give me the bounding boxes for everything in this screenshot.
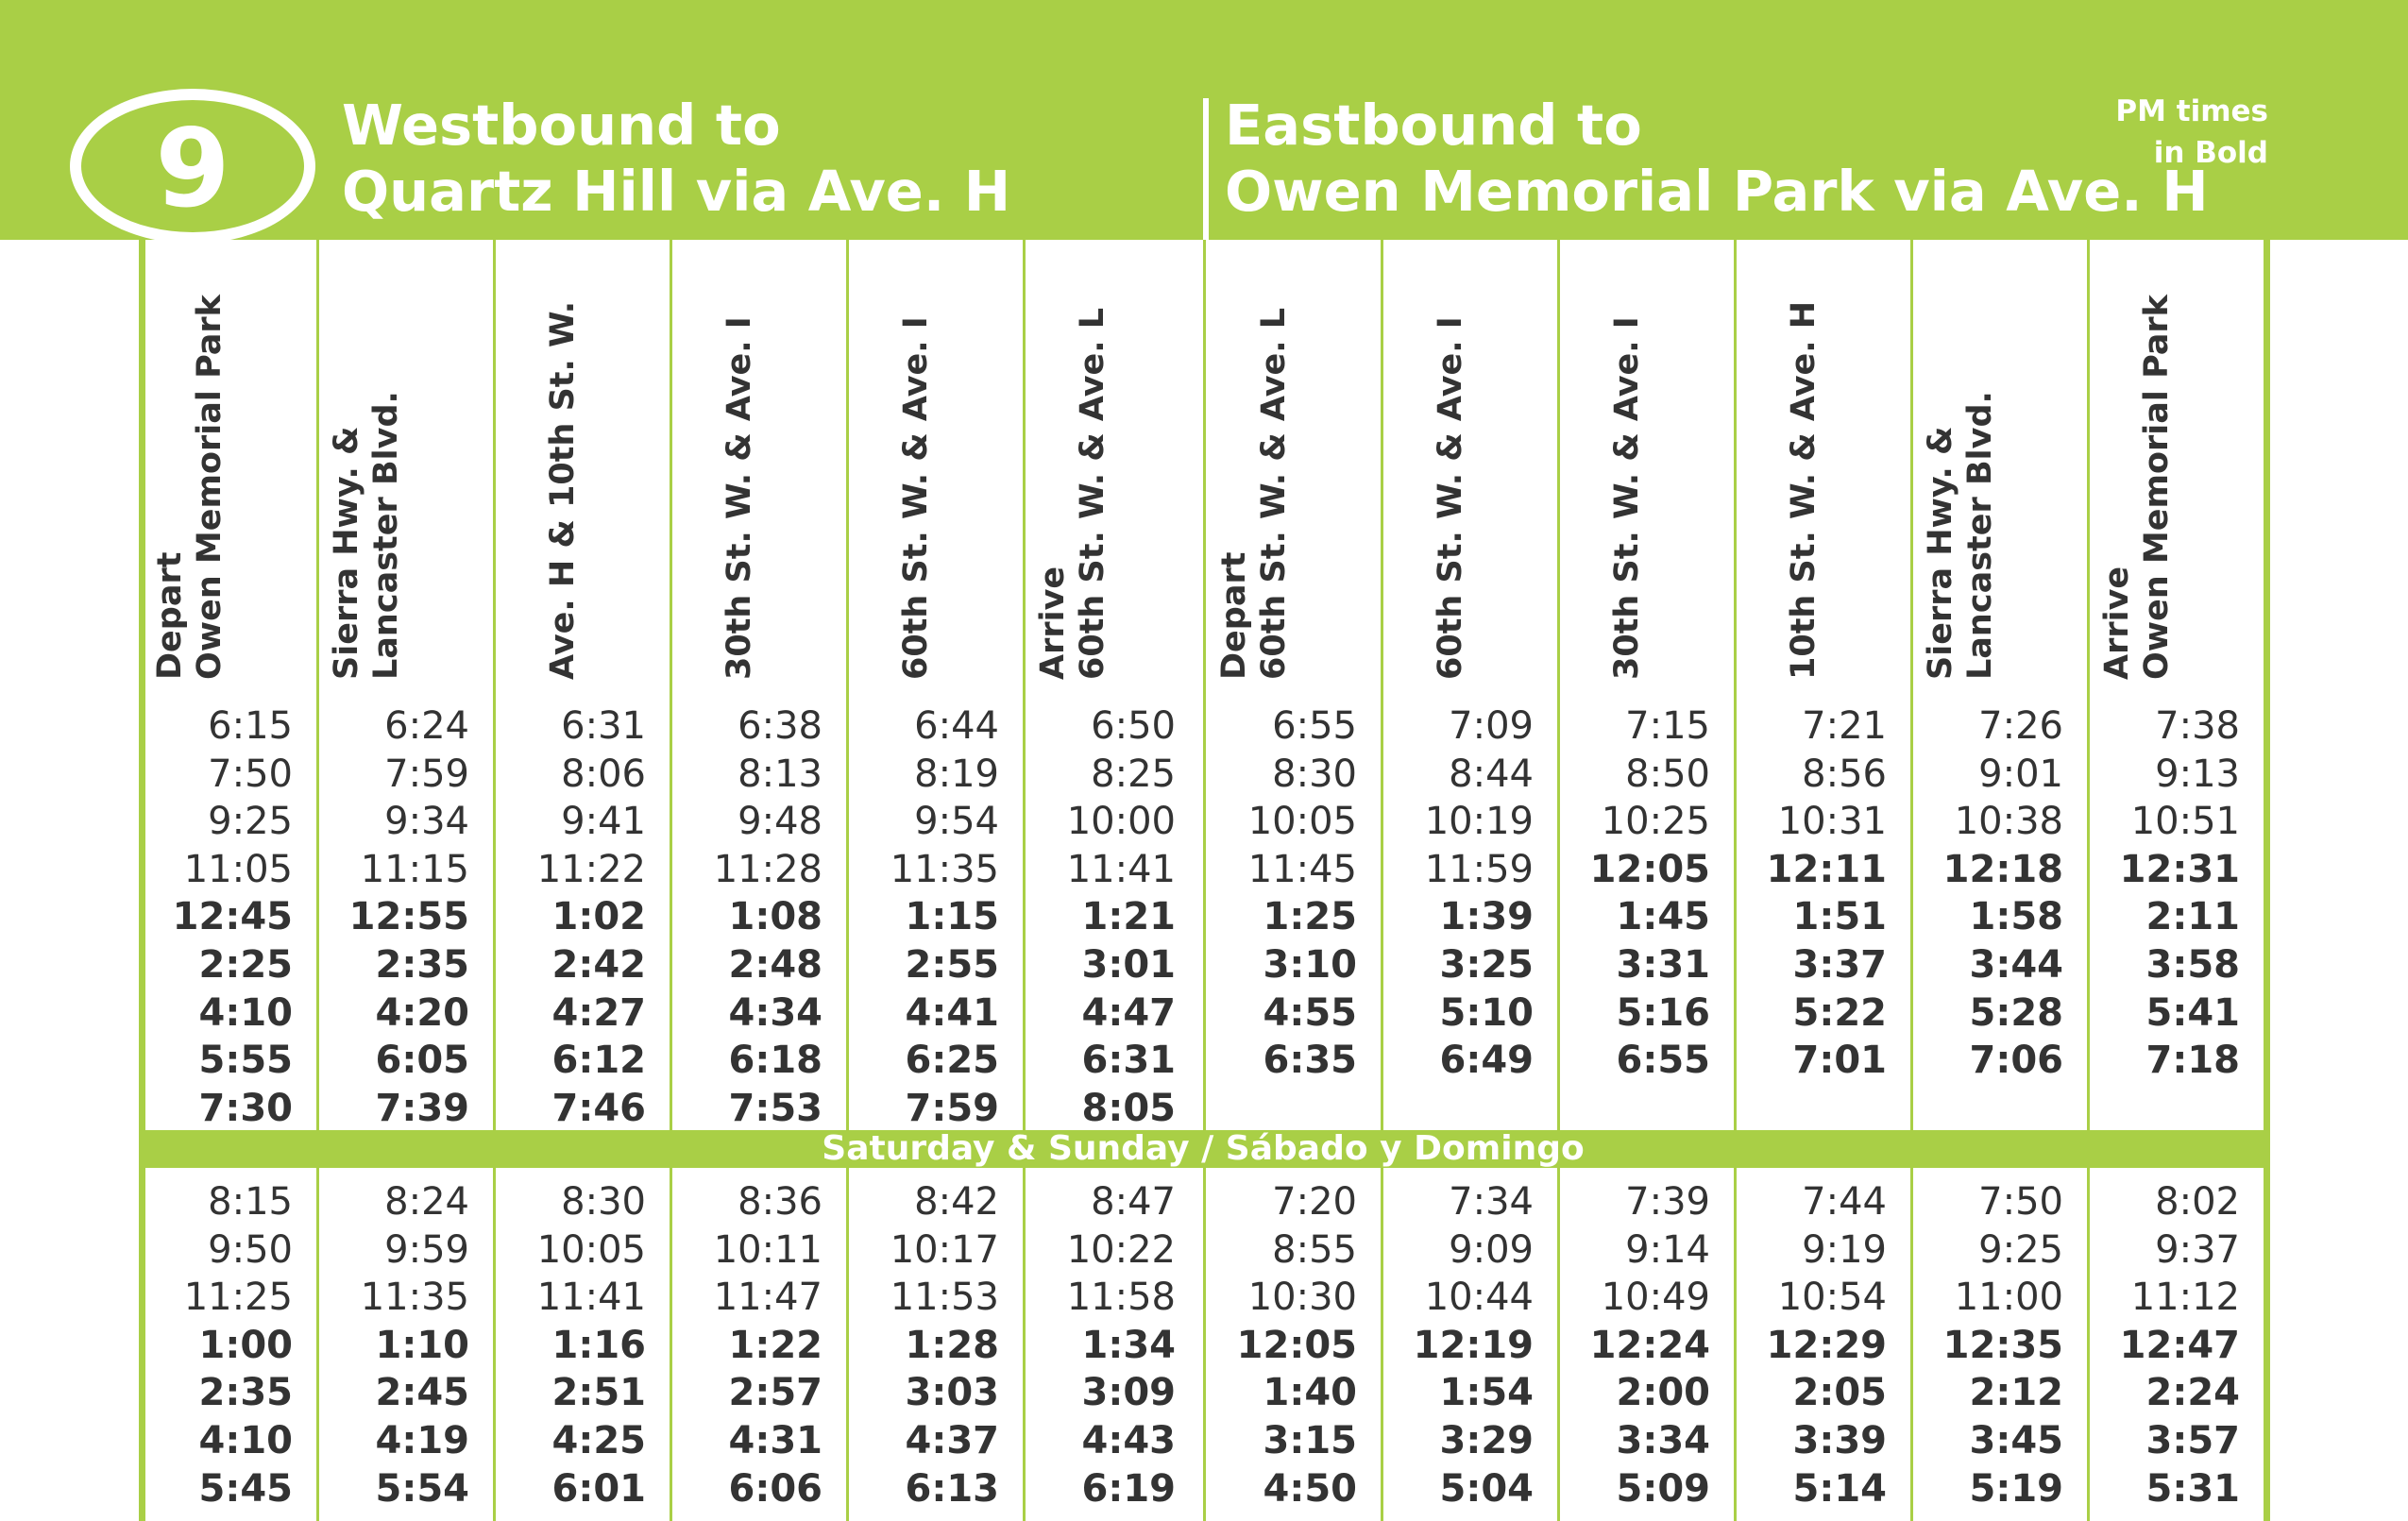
time-cell: 5:09: [1616, 1466, 1710, 1511]
time-cell: 5:41: [2145, 990, 2240, 1035]
time-cell: 2:12: [1969, 1371, 2063, 1415]
time-cell: 9:59: [384, 1227, 469, 1272]
time-cell: 7:53: [728, 1086, 822, 1130]
stop-name-line: Depart: [151, 551, 189, 680]
time-cell: 9:54: [914, 800, 999, 844]
time-cell: 11:12: [2130, 1276, 2240, 1320]
time-cell: 1:28: [905, 1323, 999, 1367]
time-cell: 10:00: [1066, 800, 1176, 844]
time-cell: 2:35: [375, 943, 469, 987]
time-cell: 10:38: [1954, 800, 2063, 844]
stop-name-line: Depart: [1215, 551, 1253, 680]
time-cell: 1:22: [728, 1323, 822, 1367]
stop-name-line: 60th St. W. & Ave. I: [897, 316, 935, 680]
stop-name-line: Lancaster Blvd.: [1961, 391, 1999, 680]
time-cell: 10:25: [1601, 800, 1710, 844]
time-cell: 2:11: [2145, 895, 2240, 939]
time-cell: 6:18: [728, 1039, 822, 1083]
time-cell: 11:45: [1247, 847, 1357, 891]
time-cell: 6:25: [905, 1039, 999, 1083]
time-cell: 7:38: [2155, 704, 2240, 748]
time-cell: 9:34: [384, 800, 469, 844]
stop-name-line: Owen Memorial Park: [2138, 295, 2176, 680]
stop-name-line: Arrive: [1034, 566, 1072, 680]
time-cell: 8:24: [384, 1180, 469, 1224]
time-cell: 7:44: [1802, 1180, 1887, 1224]
time-cell: 2:51: [551, 1371, 646, 1415]
stop-name-line: 60th St. W. & Ave. L: [1074, 307, 1111, 680]
pm-times-note: [2115, 91, 2268, 174]
stop-name-line: 60th St. W. & Ave. I: [1432, 316, 1469, 680]
time-cell: 9:41: [561, 800, 646, 844]
time-cell: 3:15: [1263, 1419, 1357, 1462]
time-cell: 2:24: [2145, 1371, 2240, 1415]
time-cell: 6:44: [914, 704, 999, 748]
time-cell: 1:45: [1616, 895, 1710, 939]
time-cell: 6:35: [1263, 1039, 1357, 1083]
time-cell: 2:45: [375, 1371, 469, 1415]
header-divider: [1203, 98, 1209, 240]
time-cell: 3:01: [1081, 943, 1176, 987]
time-cell: 5:31: [2145, 1466, 2240, 1511]
weekend-divider: [139, 1130, 2267, 1168]
time-cell: 11:41: [536, 1276, 646, 1320]
time-cell: 9:09: [1449, 1227, 1534, 1272]
time-cell: 11:58: [1066, 1276, 1176, 1320]
time-cell: 11:47: [713, 1276, 822, 1320]
time-cell: 12:11: [1766, 847, 1887, 891]
stop-name-line: Owen Memorial Park: [191, 295, 229, 680]
stop-header: [1736, 283, 1912, 680]
time-cell: 1:00: [198, 1323, 293, 1367]
time-cell: 10:31: [1777, 800, 1887, 844]
time-cell: 7:39: [375, 1086, 469, 1130]
westbound-title: [342, 93, 1010, 225]
route-number: 9: [155, 106, 230, 231]
time-cell: 9:25: [1978, 1227, 2063, 1272]
time-cell: 2:57: [728, 1371, 822, 1415]
time-cell: 4:27: [551, 990, 646, 1035]
stop-name-line: Arrive: [2098, 566, 2136, 680]
time-cell: 11:15: [360, 847, 469, 891]
stop-name-line: 30th St. W. & Ave. I: [721, 316, 758, 680]
time-cell: 7:26: [1978, 704, 2063, 748]
time-cell: 5:04: [1439, 1466, 1534, 1511]
time-cell: 10:05: [1247, 800, 1357, 844]
time-cell: 7:50: [208, 752, 293, 796]
time-cell: 3:10: [1263, 943, 1357, 987]
time-cell: 12:24: [1589, 1323, 1710, 1367]
stop-header: [142, 283, 318, 680]
time-cell: 1:39: [1439, 895, 1534, 939]
time-cell: 1:34: [1081, 1323, 1176, 1367]
time-cell: 12:05: [1236, 1323, 1357, 1367]
time-cell: 7:34: [1449, 1180, 1534, 1224]
time-cell: 8:19: [914, 752, 999, 796]
stop-header: [1559, 283, 1736, 680]
time-cell: 7:59: [905, 1086, 999, 1130]
time-cell: 12:47: [2119, 1323, 2240, 1367]
time-cell: 8:44: [1449, 752, 1534, 796]
time-cell: 8:30: [561, 1180, 646, 1224]
time-cell: 11:35: [890, 847, 999, 891]
stop-header: [671, 283, 848, 680]
eastbound-title-line-1: Eastbound to: [1225, 93, 1642, 158]
eastbound-title-line-2: Owen Memorial Park via Ave. H: [1225, 159, 2209, 224]
time-cell: 7:06: [1969, 1039, 2063, 1083]
stop-header: [1382, 283, 1559, 680]
time-cell: 9:13: [2155, 752, 2240, 796]
time-cell: 7:50: [1978, 1180, 2063, 1224]
time-cell: 6:55: [1616, 1039, 1710, 1083]
pm-note-line-1: PM times: [2115, 94, 2268, 128]
time-cell: 8:30: [1272, 752, 1357, 796]
time-cell: 1:58: [1969, 895, 2063, 939]
time-cell: 7:09: [1449, 704, 1534, 748]
time-cell: 4:47: [1081, 990, 1176, 1035]
time-cell: 3:39: [1792, 1419, 1887, 1462]
time-cell: 6:12: [551, 1039, 646, 1083]
time-cell: 6:31: [561, 704, 646, 748]
time-cell: 9:14: [1625, 1227, 1710, 1272]
time-cell: 1:40: [1263, 1371, 1357, 1415]
time-cell: 8:06: [561, 752, 646, 796]
time-cell: 10:22: [1066, 1227, 1176, 1272]
time-cell: 8:56: [1802, 752, 1887, 796]
stop-header: [1912, 283, 2089, 680]
stop-name-line: Ave. H & 10th St. W.: [544, 300, 582, 680]
time-cell: 11:35: [360, 1276, 469, 1320]
time-cell: 4:19: [375, 1419, 469, 1462]
time-cell: 1:15: [905, 895, 999, 939]
stop-header: [1025, 283, 1201, 680]
time-cell: 11:05: [183, 847, 293, 891]
time-cell: 6:38: [738, 704, 822, 748]
time-cell: 12:45: [172, 895, 293, 939]
time-cell: 10:05: [536, 1227, 646, 1272]
time-cell: 3:58: [2145, 943, 2240, 987]
time-cell: 7:01: [1792, 1039, 1887, 1083]
time-cell: 12:19: [1413, 1323, 1534, 1367]
time-cell: 7:15: [1625, 704, 1710, 748]
stop-header: [318, 283, 495, 680]
time-cell: 8:13: [738, 752, 822, 796]
time-cell: 3:25: [1439, 943, 1534, 987]
time-cell: 2:05: [1792, 1371, 1887, 1415]
time-cell: 4:31: [728, 1419, 822, 1462]
time-cell: 6:06: [728, 1466, 822, 1511]
time-cell: 8:15: [208, 1180, 293, 1224]
time-cell: 9:48: [738, 800, 822, 844]
westbound-title-line-2: Quartz Hill via Ave. H: [342, 159, 1011, 224]
stop-name-line: Lancaster Blvd.: [367, 391, 405, 680]
time-cell: 7:20: [1272, 1180, 1357, 1224]
time-cell: 12:29: [1766, 1323, 1887, 1367]
time-cell: 10:51: [2130, 800, 2240, 844]
time-cell: 11:25: [183, 1276, 293, 1320]
time-cell: 9:01: [1978, 752, 2063, 796]
time-cell: 7:21: [1802, 704, 1887, 748]
time-cell: 4:25: [551, 1419, 646, 1462]
time-cell: 8:05: [1081, 1086, 1176, 1130]
time-cell: 7:46: [551, 1086, 646, 1130]
time-cell: 10:19: [1424, 800, 1534, 844]
stop-header: [495, 283, 671, 680]
stop-name-line: Sierra Hwy. &: [1922, 426, 1959, 680]
time-cell: 5:10: [1439, 990, 1534, 1035]
stop-name-line: Sierra Hwy. &: [328, 426, 365, 680]
time-cell: 11:22: [536, 847, 646, 891]
time-cell: 11:00: [1954, 1276, 2063, 1320]
time-cell: 5:16: [1616, 990, 1710, 1035]
time-cell: 7:59: [384, 752, 469, 796]
time-cell: 4:34: [728, 990, 822, 1035]
time-cell: 3:45: [1969, 1419, 2063, 1462]
stop-name-line: 60th St. W. & Ave. L: [1255, 307, 1293, 680]
time-cell: 10:44: [1424, 1276, 1534, 1320]
time-cell: 8:02: [2155, 1180, 2240, 1224]
time-cell: 3:09: [1081, 1371, 1176, 1415]
time-cell: 6:13: [905, 1466, 999, 1511]
time-cell: 5:45: [198, 1466, 293, 1511]
time-cell: 9:37: [2155, 1227, 2240, 1272]
time-cell: 2:25: [198, 943, 293, 987]
time-cell: 7:18: [2145, 1039, 2240, 1083]
time-cell: 12:31: [2119, 847, 2240, 891]
time-cell: 9:50: [208, 1227, 293, 1272]
time-cell: 1:25: [1263, 895, 1357, 939]
time-cell: 8:25: [1091, 752, 1176, 796]
time-cell: 6:19: [1081, 1466, 1176, 1511]
time-cell: 7:39: [1625, 1180, 1710, 1224]
time-cell: 3:44: [1969, 943, 2063, 987]
time-cell: 11:59: [1424, 847, 1534, 891]
time-cell: 4:50: [1263, 1466, 1357, 1511]
time-cell: 8:50: [1625, 752, 1710, 796]
time-cell: 4:43: [1081, 1419, 1176, 1462]
time-cell: 2:00: [1616, 1371, 1710, 1415]
stop-name-line: 10th St. W. & Ave. H: [1785, 300, 1823, 680]
time-cell: 12:55: [348, 895, 469, 939]
time-cell: 1:51: [1792, 895, 1887, 939]
time-cell: 8:55: [1272, 1227, 1357, 1272]
time-cell: 11:41: [1066, 847, 1176, 891]
time-cell: 1:21: [1081, 895, 1176, 939]
time-cell: 4:10: [198, 990, 293, 1035]
time-cell: 1:08: [728, 895, 822, 939]
time-cell: 6:31: [1081, 1039, 1176, 1083]
pm-note-line-2: in Bold: [2153, 136, 2268, 170]
stop-header: [848, 283, 1025, 680]
time-cell: 3:03: [905, 1371, 999, 1415]
time-cell: 8:36: [738, 1180, 822, 1224]
time-cell: 6:49: [1439, 1039, 1534, 1083]
time-cell: 12:18: [1942, 847, 2063, 891]
time-cell: 5:22: [1792, 990, 1887, 1035]
time-cell: 12:35: [1942, 1323, 2063, 1367]
time-cell: 10:11: [713, 1227, 822, 1272]
time-cell: 11:53: [890, 1276, 999, 1320]
time-cell: 1:16: [551, 1323, 646, 1367]
time-cell: 3:29: [1439, 1419, 1534, 1462]
stop-name-line: 30th St. W. & Ave. I: [1608, 316, 1646, 680]
time-cell: 1:02: [551, 895, 646, 939]
time-cell: 5:28: [1969, 990, 2063, 1035]
time-cell: 6:15: [208, 704, 293, 748]
time-cell: 4:20: [375, 990, 469, 1035]
time-cell: 2:35: [198, 1371, 293, 1415]
time-cell: 3:31: [1616, 943, 1710, 987]
time-cell: 2:48: [728, 943, 822, 987]
stop-header: [1206, 283, 1382, 680]
time-cell: 7:30: [198, 1086, 293, 1130]
time-cell: 6:50: [1091, 704, 1176, 748]
time-cell: 8:47: [1091, 1180, 1176, 1224]
time-cell: 10:30: [1247, 1276, 1357, 1320]
route-badge: [70, 89, 315, 244]
time-cell: 9:19: [1802, 1227, 1887, 1272]
westbound-title-line-1: Westbound to: [342, 93, 781, 158]
time-cell: 5:19: [1969, 1466, 2063, 1511]
time-cell: 6:05: [375, 1039, 469, 1083]
time-cell: 4:37: [905, 1419, 999, 1462]
time-cell: 5:14: [1792, 1466, 1887, 1511]
time-cell: 12:05: [1589, 847, 1710, 891]
stop-header: [2089, 283, 2265, 680]
header-band: [0, 0, 2408, 240]
time-cell: 3:34: [1616, 1419, 1710, 1462]
time-cell: 10:54: [1777, 1276, 1887, 1320]
time-cell: 5:54: [375, 1466, 469, 1511]
eastbound-title: [1225, 93, 2209, 225]
time-cell: 10:49: [1601, 1276, 1710, 1320]
time-cell: 6:24: [384, 704, 469, 748]
time-cell: 3:57: [2145, 1419, 2240, 1462]
time-cell: 6:01: [551, 1466, 646, 1511]
time-cell: 10:17: [890, 1227, 999, 1272]
time-cell: 2:42: [551, 943, 646, 987]
time-cell: 4:41: [905, 990, 999, 1035]
time-cell: 2:55: [905, 943, 999, 987]
time-cell: 9:25: [208, 800, 293, 844]
time-cell: 5:55: [198, 1039, 293, 1083]
time-cell: 11:28: [713, 847, 822, 891]
time-cell: 4:55: [1263, 990, 1357, 1035]
time-cell: 1:10: [375, 1323, 469, 1367]
time-cell: 8:42: [914, 1180, 999, 1224]
weekend-label: Saturday & Sunday / Sábado y Domingo: [822, 1129, 1585, 1168]
time-cell: 6:55: [1272, 704, 1357, 748]
time-cell: 3:37: [1792, 943, 1887, 987]
time-cell: 1:54: [1439, 1371, 1534, 1415]
time-cell: 4:10: [198, 1419, 293, 1462]
